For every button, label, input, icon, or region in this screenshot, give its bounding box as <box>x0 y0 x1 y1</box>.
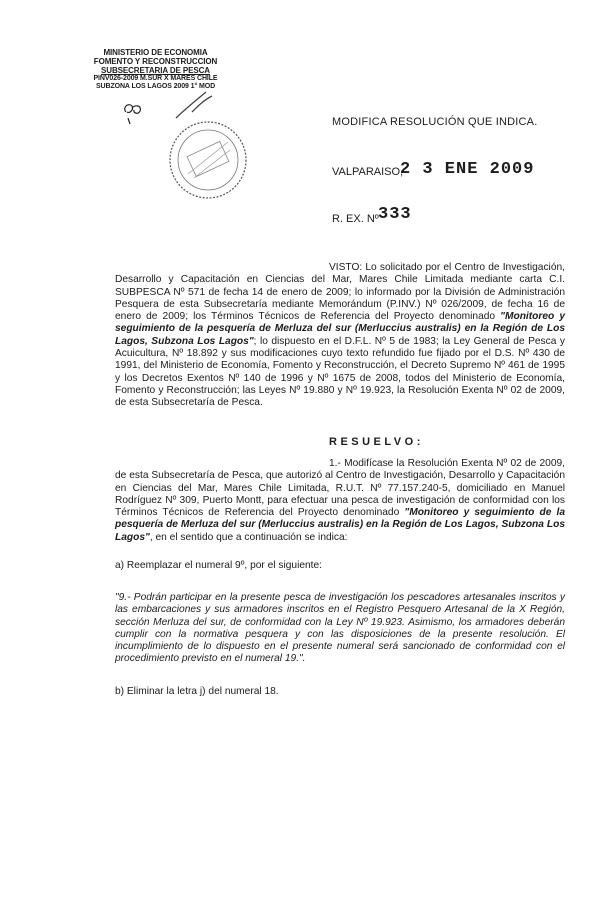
visto-label: VISTO: <box>329 262 363 273</box>
resolution-number: 333 <box>378 205 412 224</box>
resolution-label: R. EX. Nº <box>332 213 379 225</box>
initials-signature <box>120 98 150 128</box>
item-a: a) Reemplazar el numeral 9º, por el siguiente: <box>115 560 323 571</box>
ministry-subtitle: FOMENTO Y RECONSTRUCCION <box>93 57 218 66</box>
resolution-article-1 <box>115 458 565 544</box>
issuer-header <box>68 48 243 91</box>
place-label: VALPARAISO, <box>332 166 404 178</box>
file-subreference: SUBZONA LOS LAGOS 2009 1° MOD <box>95 83 216 90</box>
article-1-text: 1.- Modifícase la Resolución Exenta Nº 02 de 2009, de esta Subsecretaría de Pesca, que autorizó al Centro de Investigación, Desarrollo y Capacitación en Ciencias del Mar, Mares Chile Limitada, R.U.T. Nº 77.157.240-5, domiciliado en Manuel Rodríguez Nº 309, Puerto Montt, para efectuar una pesca de investigación de conformidad con los Términos Técnicos de Referencia del Proyecto denominado <box>115 458 565 519</box>
subsecretaria-name: SUBSECRETARIA DE PESCA <box>101 66 210 75</box>
article-1-text-continued: , en el sentido que a continuación se indica: <box>149 531 348 543</box>
ministry-name: MINISTERIO DE ECONOMIA <box>103 48 208 57</box>
visto-text-continued: ; lo dispuesto en el D.F.L. Nº 5 de 1983; la Ley General de Pesca y Acuicultura, Nº 18.892 y sus modificaciones cuyo texto refundido fue fijado por el D.S. Nº 430 de 1991, del Ministerio de Economía, Fomento y Reconstrucción, el Decreto Supremo Nº 461 de 1995 y los Decretos Exentos Nº 140 de 1996 y Nº 1675 de 2008, todos del Ministerio de Economía, Fomento y Reconstrucción; las Leyes Nº 19.880 y Nº 19.923, la Resolución Exenta Nº 02 de 2009, de esta Subsecretaría de Pesca. <box>115 335 565 409</box>
file-reference: PINV026-2009 M.SUR X MARES CHILE <box>93 75 218 82</box>
visto-paragraph <box>115 262 565 410</box>
project-name: "Monitoreo y seguimiento de la pesquería de Merluza del sur (Merluccius australis) en la Región de Los Lagos, Subzona Los Lagos" <box>115 311 565 347</box>
document-subject: MODIFICA RESOLUCIÓN QUE INDICA. <box>332 116 538 128</box>
reception-stamp <box>166 118 250 202</box>
issue-date: 2 3 ENE 2009 <box>400 160 535 179</box>
resuelvo-heading: RESUELVO: <box>329 436 424 448</box>
visto-text: Lo solicitado por el Centro de Investigación, Desarrollo y Capacitación en Ciencias del Mar, Mares Chile Limitada mediante carta C.I. SUBPESCA Nº 571 de fecha 14 de enero de 2009; lo informado por la División de Administración Pesquera de esta Subsecretaría mediante Memorándum (P.INV.) Nº 026/2009, de fecha 16 de enero de 2009; los Términos Técnicos de Referencia del Proyecto denominado <box>115 262 565 323</box>
item-b: b) Eliminar la letra j) del numeral 18. <box>115 686 279 697</box>
replacement-numeral-9: "9.- Podrán participar en la presente pesca de investigación los pescadores artesanales inscritos y las embarcaciones y sus armadores inscritos en el Registro Pesquero Artesanal de la X Región, sección Merluza del sur, de conformidad con la Ley Nº 19.923. Asimismo, los armadores deberán cumplir con la normativa pesquera y con las disposiciones de la presente resolución. El incumplimiento de lo dispuesto en el presente numeral será sancionado de conformidad con el procedimiento previsto en el numeral 19.". <box>115 592 565 665</box>
article-1-project-name: "Monitoreo y seguimiento de la pesquería de Merluza del sur (Merluccius australis) en la Región de Los Lagos, Subzona Los Lagos" <box>115 507 566 543</box>
